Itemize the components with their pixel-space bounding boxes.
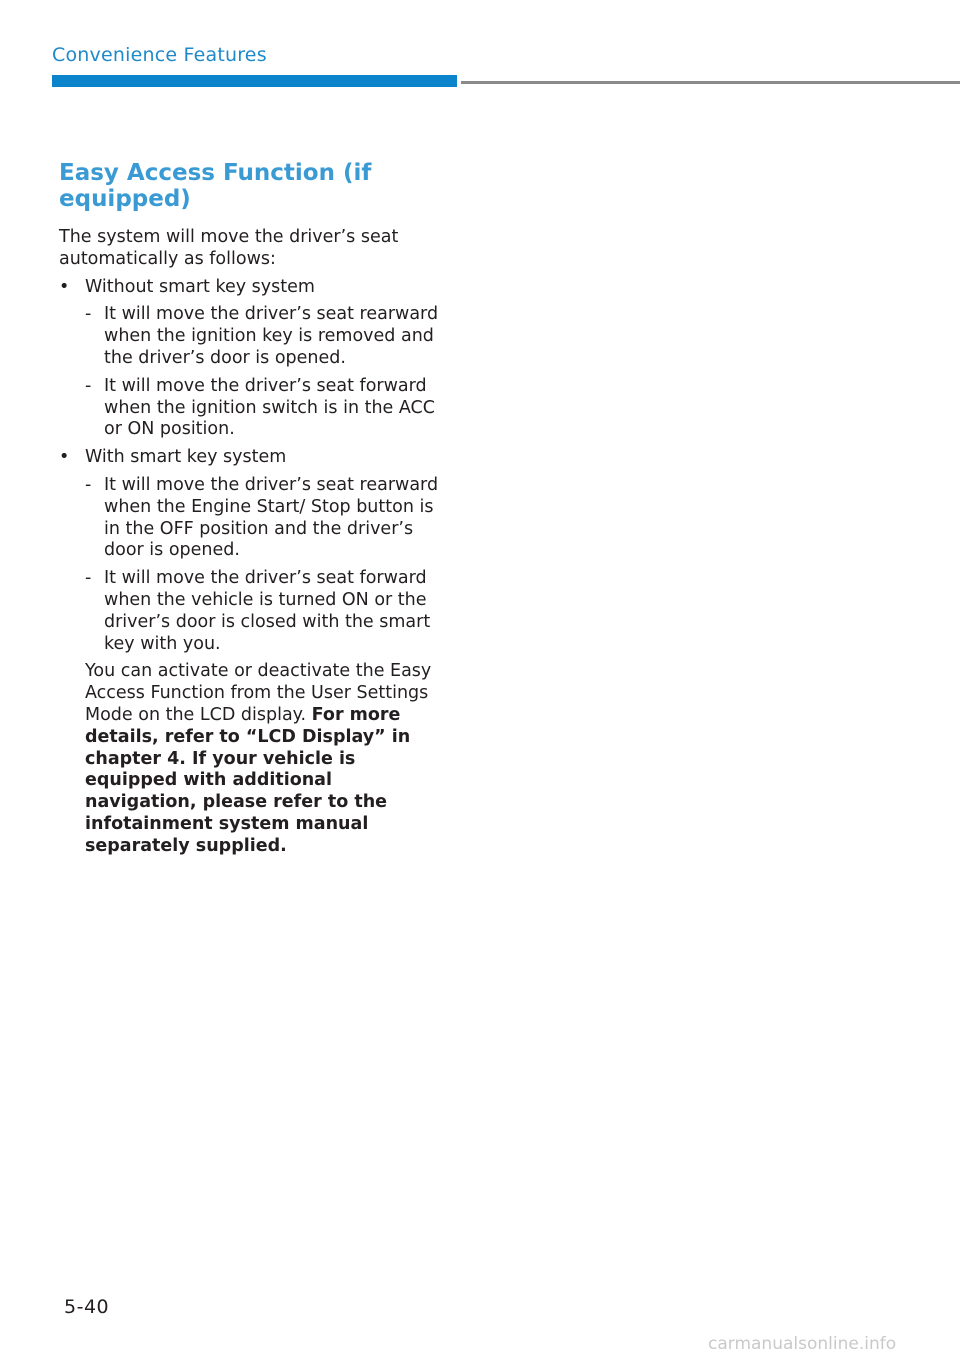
section-heading: Easy Access Function (if equipped) [59, 160, 372, 212]
header-divider [461, 81, 960, 84]
sub-item [85, 304, 439, 369]
sub-item-text: It will move the driver’s seat rearward when the Engine Start/ Stop button is in the OFF position and the driver’s door is opened. [104, 474, 439, 561]
intro-paragraph: The system will move the driver’s seat automatically as follows: [59, 227, 399, 269]
section-title: Convenience Features [52, 44, 267, 66]
bullet-label: With smart key system [85, 447, 287, 468]
sub-item [85, 568, 439, 655]
bullet-without-smart-key [59, 277, 439, 299]
bullet-dot-icon: • [59, 447, 70, 468]
note-regular-text: You can activate or deactivate the Easy Access Function from the User Settings Mode on the LCD display. [85, 661, 432, 725]
dash-icon: - [85, 375, 92, 396]
bullet-dot-icon: • [59, 276, 70, 297]
watermark: carmanualsonline.info [708, 1334, 897, 1354]
sub-item-text: It will move the driver’s seat rearward when the ignition key is removed and the driver’s door is opened. [104, 304, 439, 368]
page-number: 5-40 [64, 1296, 110, 1318]
header-accent-bar [52, 75, 457, 87]
bullet-label: Without smart key system [85, 276, 315, 297]
sub-item-text: It will move the driver’s seat forward when the vehicle is turned ON or the driver’s door is closed with the smart key with you. [104, 568, 431, 654]
settings-note [85, 661, 439, 857]
dash-icon: - [85, 304, 92, 325]
dash-icon: - [85, 474, 92, 495]
note-bold-text: For more details, refer to “LCD Display” in chapter 4. If your vehicle is equipped with additional navigation, please refer to the infotainment system manual separately supplied. [85, 704, 411, 856]
dash-icon: - [85, 568, 92, 589]
sub-item-text: It will move the driver’s seat forward when the ignition switch is in the ACC or ON position. [104, 375, 435, 440]
sub-item [85, 474, 439, 562]
sub-item [85, 375, 439, 441]
content-column [59, 160, 439, 858]
bullet-with-smart-key [59, 447, 439, 469]
